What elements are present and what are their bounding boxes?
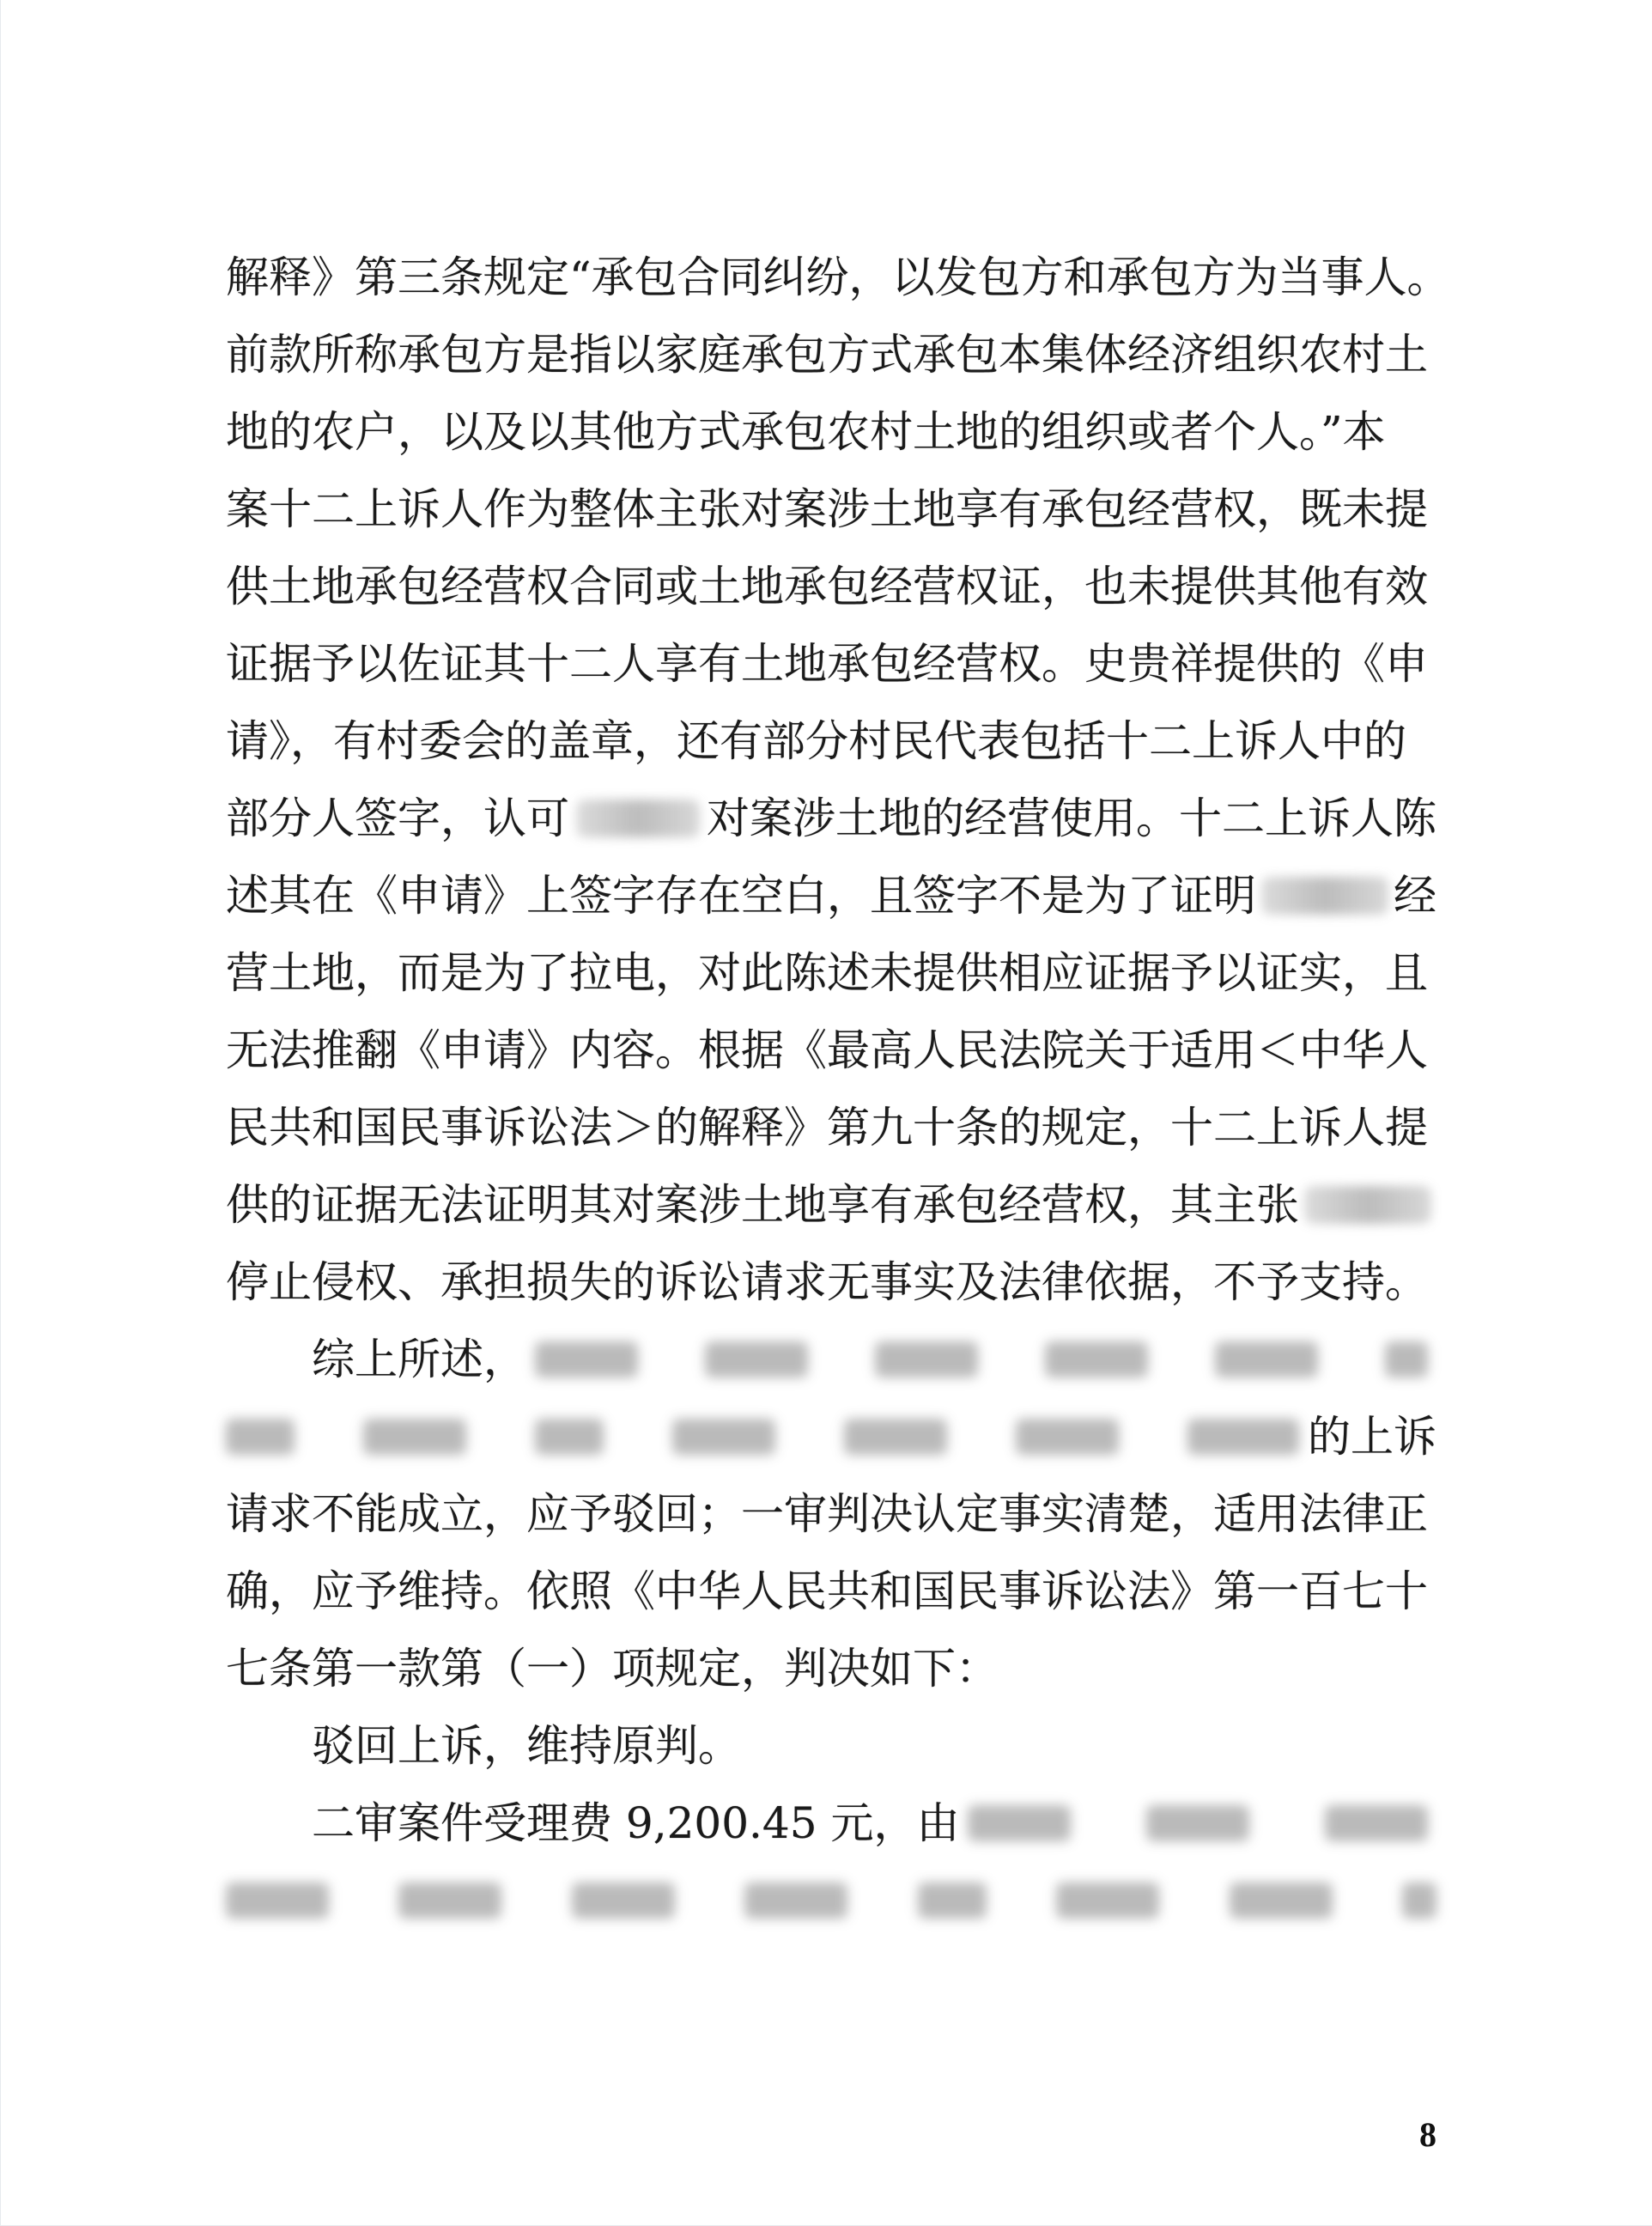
line-text: 停止侵权、承担损失的诉讼请求无事实及法律依据，不予支持。 (226, 1257, 1428, 1307)
text-line-17 (226, 1475, 1436, 1553)
redacted-names (535, 1341, 1428, 1378)
text-line-20 (226, 1707, 1436, 1785)
redacted-name (363, 1419, 466, 1455)
text-line-7 (226, 702, 1436, 780)
line-text: 请》，有村委会的盖章，还有部分村民代表包括十二上诉人中的 (226, 716, 1406, 766)
text-line-16 (226, 1398, 1436, 1475)
redacted-name (1402, 1882, 1436, 1919)
line-text: 证据予以佐证其十二人享有土地承包经营权。史贵祥提供的《申 (226, 639, 1428, 689)
line-text: 供土地承包经营权合同或土地承包经营权证，也未提供其他有效 (226, 562, 1428, 611)
text-line-2 (226, 316, 1436, 393)
redacted-name (535, 1419, 604, 1455)
text-line-15 (226, 1321, 1436, 1398)
redacted-name (875, 1341, 978, 1378)
redacted-names (968, 1805, 1428, 1841)
line-text-continued: 经 (1394, 871, 1436, 921)
redacted-name (1016, 1419, 1119, 1455)
text-line-8 (226, 780, 1436, 857)
judgment-body (226, 239, 1450, 1939)
line-text-continued: 对案涉土地的经营使用。十二上诉人陈 (707, 794, 1436, 843)
redacted-name (226, 1419, 295, 1455)
line-text: 部分人签字，认可 (226, 794, 569, 843)
text-line-1 (226, 239, 1450, 316)
redacted-name (535, 1341, 638, 1378)
redacted-name (918, 1882, 987, 1919)
line-text: 请求不能成立，应予驳回；一审判决认定事实清楚，适用法律正 (226, 1489, 1428, 1539)
redacted-name (1187, 1419, 1299, 1455)
page-number: 8 (1419, 2115, 1436, 2154)
text-line-21 (226, 1785, 1436, 1862)
redacted-name (1304, 1186, 1431, 1224)
redacted-name (1215, 1341, 1318, 1378)
line-text: 二审案件受理费 9,200.45 元，由 (312, 1798, 960, 1848)
redacted-name (844, 1419, 947, 1455)
text-line-6 (226, 625, 1436, 702)
line-text: 解释》第三条规定“承包合同纠纷，以发包方和承包方为当事人。 (226, 252, 1450, 302)
redacted-name (1230, 1882, 1333, 1919)
redacted-name (1385, 1341, 1428, 1378)
text-line-19 (226, 1630, 1436, 1707)
line-text: 综上所述， (312, 1335, 526, 1384)
line-text-continued: 的上诉 (1308, 1412, 1436, 1462)
text-line-10 (226, 934, 1436, 1012)
line-text: 七条第一款第（一）项规定，判决如下： (226, 1644, 999, 1694)
redacted-name (1146, 1805, 1249, 1841)
redacted-name (1045, 1341, 1148, 1378)
redacted-name (1056, 1882, 1159, 1919)
redacted-name (1325, 1805, 1428, 1841)
redacted-name (398, 1882, 501, 1919)
line-text: 前款所称承包方是指以家庭承包方式承包本集体经济组织农村土 (226, 330, 1428, 380)
text-line-9 (226, 857, 1436, 934)
redacted-name (744, 1882, 847, 1919)
redacted-name (1261, 877, 1388, 915)
line-text: 地的农户，以及以其他方式承包农村土地的组织或者个人。”本 (226, 407, 1386, 457)
line-text: 无法推翻《申请》内容。根据《最高人民法院关于适用＜中华人 (226, 1025, 1428, 1075)
redacted-names (226, 1882, 1436, 1919)
text-line-11 (226, 1012, 1436, 1089)
text-line-13 (226, 1166, 1436, 1244)
text-line-4 (226, 471, 1436, 548)
redacted-name (705, 1341, 808, 1378)
line-text: 述其在《申请》上签字存在空白，且签字不是为了证明 (226, 871, 1256, 921)
line-text: 驳回上诉，维持原判。 (312, 1721, 741, 1771)
redacted-name (226, 1882, 329, 1919)
line-text: 营土地，而是为了拉电，对此陈述未提供相应证据予以证实，且 (226, 948, 1428, 998)
redacted-name (576, 800, 700, 837)
redacted-name (572, 1882, 675, 1919)
line-text: 案十二上诉人作为整体主张对案涉土地享有承包经营权，既未提 (226, 484, 1428, 534)
redacted-name (672, 1419, 775, 1455)
text-line-3 (226, 393, 1436, 471)
text-line-22 (226, 1862, 1436, 1939)
redacted-name (968, 1805, 1071, 1841)
line-text: 确，应予维持。依照《中华人民共和国民事诉讼法》第一百七十 (226, 1566, 1428, 1616)
text-line-18 (226, 1553, 1436, 1630)
line-text: 民共和国民事诉讼法＞的解释》第九十条的规定，十二上诉人提 (226, 1103, 1428, 1153)
redacted-names (226, 1419, 1299, 1455)
text-line-14 (226, 1244, 1436, 1321)
text-line-12 (226, 1089, 1436, 1166)
text-line-5 (226, 548, 1436, 625)
line-text: 供的证据无法证明其对案涉土地享有承包经营权，其主张 (226, 1180, 1299, 1230)
